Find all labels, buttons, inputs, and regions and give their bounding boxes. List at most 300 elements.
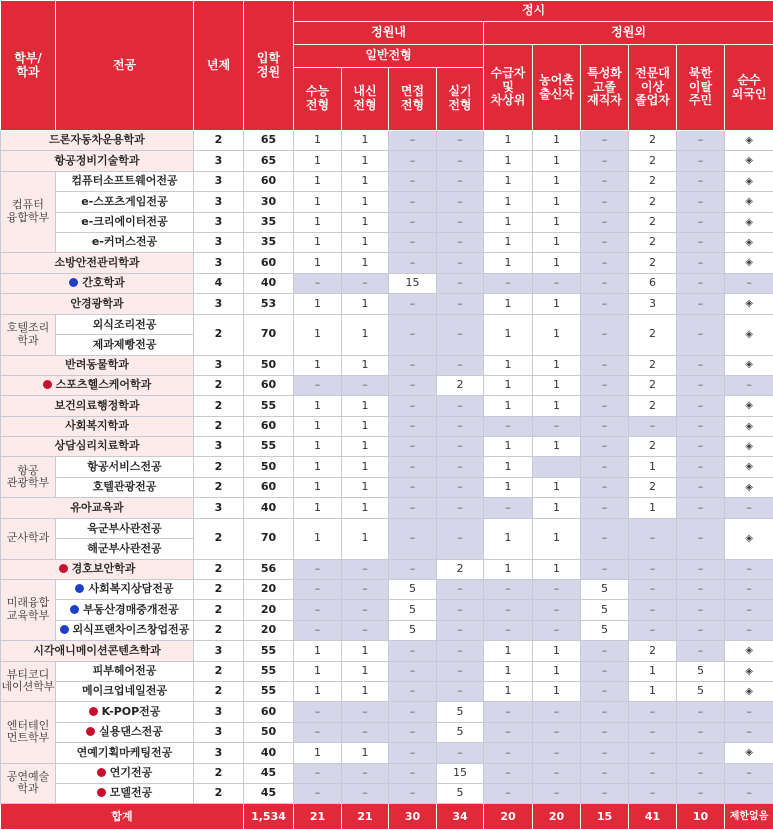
value-cell: ◈ xyxy=(725,131,773,151)
quota-cell: 20 xyxy=(244,580,294,600)
header-foreigner: 순수 외국인 xyxy=(725,45,773,131)
major-cell xyxy=(1,375,194,395)
value-cell: 5 xyxy=(437,783,484,803)
value-cell: – xyxy=(389,477,437,497)
table-row xyxy=(1,498,773,518)
years-cell: 3 xyxy=(194,212,244,232)
quota-cell: 50 xyxy=(244,722,294,742)
years-cell: 2 xyxy=(194,396,244,416)
value-cell: – xyxy=(342,600,389,620)
major-label: 보건의료행정학과 xyxy=(54,399,139,412)
value-cell: – xyxy=(389,457,437,477)
years-cell: 3 xyxy=(194,253,244,273)
quota-cell: 35 xyxy=(244,232,294,252)
value-cell: 1 xyxy=(342,477,389,497)
value-cell: – xyxy=(389,559,437,579)
value-cell: – xyxy=(629,743,677,763)
major-label: K-POP전공 xyxy=(102,705,161,718)
major-cell xyxy=(1,641,194,661)
years-cell: 2 xyxy=(194,477,244,497)
table-row xyxy=(1,580,773,600)
value-cell: – xyxy=(294,620,342,640)
value-cell: ◈ xyxy=(725,477,773,497)
value-cell: – xyxy=(581,151,629,171)
value-cell: – xyxy=(581,661,629,681)
blue-dot-icon xyxy=(75,584,84,593)
value-cell: – xyxy=(725,559,773,579)
value-cell xyxy=(533,457,581,477)
value-cell: 1 xyxy=(294,294,342,314)
dept-cell: 미래융합 교육학부 xyxy=(1,580,56,641)
major-cell xyxy=(56,192,194,212)
value-cell: 1 xyxy=(294,171,342,191)
value-cell: ◈ xyxy=(725,416,773,436)
years-cell: 3 xyxy=(194,498,244,518)
value-cell: 1 xyxy=(484,681,533,701)
table-row xyxy=(1,559,773,579)
value-cell: ◈ xyxy=(725,253,773,273)
value-cell: 1 xyxy=(484,151,533,171)
value-cell: – xyxy=(581,743,629,763)
value-cell: – xyxy=(677,477,725,497)
value-cell: 1 xyxy=(533,641,581,661)
value-cell: 1 xyxy=(342,661,389,681)
value-cell: – xyxy=(342,375,389,395)
value-cell: – xyxy=(581,559,629,579)
value-cell: 1 xyxy=(533,294,581,314)
years-cell: 2 xyxy=(194,559,244,579)
value-cell: – xyxy=(581,212,629,232)
major-label: 스포츠헬스케어학과 xyxy=(56,378,152,391)
major-cell xyxy=(1,396,194,416)
quota-cell: 56 xyxy=(244,559,294,579)
major-label: 경호보안학과 xyxy=(72,562,136,575)
major-label: 안경광학과 xyxy=(70,297,123,310)
value-cell: – xyxy=(484,600,533,620)
table-row xyxy=(1,192,773,212)
value-cell: – xyxy=(677,253,725,273)
major-cell xyxy=(56,171,194,191)
major-label: 모델전공 xyxy=(110,786,153,799)
total-csat: 21 xyxy=(294,804,342,830)
value-cell: – xyxy=(629,722,677,742)
header-quota: 입학 정원 xyxy=(244,1,294,131)
years-cell: 2 xyxy=(194,518,244,559)
years-cell: 3 xyxy=(194,151,244,171)
total-basic-living: 20 xyxy=(484,804,533,830)
value-cell: – xyxy=(581,457,629,477)
total-rural: 20 xyxy=(533,804,581,830)
value-cell: 1 xyxy=(484,437,533,457)
value-cell: – xyxy=(581,396,629,416)
table-row xyxy=(1,763,773,783)
value-cell: – xyxy=(437,192,484,212)
value-cell: – xyxy=(677,783,725,803)
value-cell: – xyxy=(677,375,725,395)
value-cell: 1 xyxy=(533,661,581,681)
value-cell: – xyxy=(342,783,389,803)
value-cell: – xyxy=(342,763,389,783)
table-row xyxy=(1,131,773,151)
quota-cell: 65 xyxy=(244,151,294,171)
major-label: 호텔관광전공 xyxy=(93,480,157,493)
major-label: 외식조리전공 xyxy=(56,315,193,335)
major-label: 제과제빵전공 xyxy=(56,335,193,355)
value-cell: – xyxy=(342,702,389,722)
major-label: 연예기획마케팅전공 xyxy=(77,746,173,759)
major-cell xyxy=(56,518,194,559)
value-cell: – xyxy=(533,783,581,803)
value-cell: – xyxy=(581,763,629,783)
value-cell: ◈ xyxy=(725,151,773,171)
value-cell: 1 xyxy=(484,396,533,416)
value-cell: 1 xyxy=(484,661,533,681)
red-dot-icon xyxy=(97,788,106,797)
table-row xyxy=(1,641,773,661)
value-cell: – xyxy=(437,457,484,477)
value-cell: 1 xyxy=(629,498,677,518)
value-cell: – xyxy=(581,702,629,722)
value-cell: – xyxy=(677,743,725,763)
value-cell: 5 xyxy=(437,702,484,722)
value-cell: – xyxy=(342,722,389,742)
years-cell: 2 xyxy=(194,131,244,151)
table-footer xyxy=(1,804,773,830)
value-cell: – xyxy=(677,580,725,600)
value-cell: – xyxy=(581,783,629,803)
header-years: 년제 xyxy=(194,1,244,131)
value-cell: – xyxy=(725,273,773,293)
table-row xyxy=(1,314,773,355)
value-cell: 1 xyxy=(484,641,533,661)
value-cell: 1 xyxy=(294,416,342,436)
value-cell: 1 xyxy=(533,498,581,518)
dept-cell: 항공 관광학부 xyxy=(1,457,56,498)
value-cell: – xyxy=(342,559,389,579)
value-cell: – xyxy=(437,580,484,600)
value-cell: – xyxy=(581,253,629,273)
value-cell: 2 xyxy=(629,171,677,191)
major-label: 육군부사관전공 xyxy=(56,519,193,539)
quota-cell: 55 xyxy=(244,681,294,701)
header-school-record: 내신 전형 xyxy=(342,68,389,131)
value-cell: 1 xyxy=(342,253,389,273)
quota-cell: 65 xyxy=(244,131,294,151)
major-cell xyxy=(56,212,194,232)
value-cell: 1 xyxy=(342,518,389,559)
value-cell: ◈ xyxy=(725,192,773,212)
major-label: 항공정비기술학과 xyxy=(54,154,139,167)
years-cell: 4 xyxy=(194,273,244,293)
value-cell: 1 xyxy=(484,232,533,252)
value-cell: – xyxy=(389,743,437,763)
header-college-grad: 전문대 이상 졸업자 xyxy=(629,45,677,131)
years-cell: 3 xyxy=(194,702,244,722)
major-label: 상담심리치료학과 xyxy=(54,439,139,452)
value-cell: 1 xyxy=(342,743,389,763)
value-cell: 3 xyxy=(629,294,677,314)
value-cell: 1 xyxy=(342,457,389,477)
table-row xyxy=(1,783,773,803)
value-cell: 5 xyxy=(677,681,725,701)
value-cell: – xyxy=(389,763,437,783)
value-cell: 5 xyxy=(677,661,725,681)
value-cell: – xyxy=(294,783,342,803)
value-cell: – xyxy=(533,702,581,722)
value-cell: – xyxy=(533,600,581,620)
major-label: 피부헤어전공 xyxy=(93,664,157,677)
major-cell xyxy=(56,702,194,722)
value-cell: – xyxy=(677,437,725,457)
value-cell: 1 xyxy=(484,518,533,559)
dept-cell: 호텔조리 학과 xyxy=(1,314,56,355)
dept-cell: 뷰티코디 네이션학부 xyxy=(1,661,56,702)
value-cell: – xyxy=(677,498,725,518)
value-cell: 1 xyxy=(294,743,342,763)
quota-cell: 45 xyxy=(244,763,294,783)
major-label: 부동산경매중개전공 xyxy=(83,603,179,616)
value-cell: 2 xyxy=(629,253,677,273)
major-label: e-스포츠게임전공 xyxy=(81,195,167,208)
quota-cell: 55 xyxy=(244,437,294,457)
header-dept: 학부/ 학과 xyxy=(1,1,56,131)
value-cell: – xyxy=(629,518,677,559)
major-label: 간호학과 xyxy=(82,276,125,289)
value-cell: – xyxy=(294,559,342,579)
table-row xyxy=(1,437,773,457)
value-cell: – xyxy=(484,498,533,518)
header-regular: 정시 xyxy=(294,1,773,22)
value-cell: 2 xyxy=(437,375,484,395)
value-cell: – xyxy=(677,192,725,212)
value-cell: – xyxy=(581,294,629,314)
quota-cell: 55 xyxy=(244,661,294,681)
major-label: 메이크업네일전공 xyxy=(82,684,167,697)
total-defector: 10 xyxy=(677,804,725,830)
value-cell: 2 xyxy=(629,212,677,232)
major-cell xyxy=(56,681,194,701)
years-cell: 3 xyxy=(194,641,244,661)
value-cell: – xyxy=(629,600,677,620)
value-cell: 1 xyxy=(484,314,533,355)
value-cell: – xyxy=(484,763,533,783)
years-cell: 3 xyxy=(194,171,244,191)
value-cell: 1 xyxy=(342,396,389,416)
value-cell: – xyxy=(533,743,581,763)
value-cell: 1 xyxy=(484,212,533,232)
major-cell xyxy=(56,783,194,803)
value-cell: 1 xyxy=(342,416,389,436)
quota-cell: 70 xyxy=(244,314,294,355)
value-cell: 1 xyxy=(342,192,389,212)
table-row xyxy=(1,171,773,191)
major-label: 외식프랜차이즈창업전공 xyxy=(73,623,190,636)
value-cell: 1 xyxy=(294,232,342,252)
value-cell: 1 xyxy=(533,518,581,559)
value-cell: – xyxy=(389,375,437,395)
value-cell: 1 xyxy=(294,661,342,681)
value-cell: 1 xyxy=(533,355,581,375)
years-cell: 3 xyxy=(194,232,244,252)
value-cell: – xyxy=(533,763,581,783)
value-cell: 1 xyxy=(533,151,581,171)
quota-cell: 20 xyxy=(244,620,294,640)
value-cell: 1 xyxy=(533,253,581,273)
major-cell xyxy=(1,253,194,273)
red-dot-icon xyxy=(43,380,52,389)
value-cell: – xyxy=(581,518,629,559)
value-cell: – xyxy=(437,396,484,416)
quota-cell: 20 xyxy=(244,600,294,620)
quota-cell: 50 xyxy=(244,355,294,375)
years-cell: 3 xyxy=(194,437,244,457)
value-cell: – xyxy=(725,763,773,783)
value-cell: – xyxy=(484,273,533,293)
value-cell: – xyxy=(294,763,342,783)
dept-cell: 컴퓨터 융합학부 xyxy=(1,171,56,253)
quota-cell: 60 xyxy=(244,477,294,497)
major-label: 드론자동차운용학과 xyxy=(49,133,145,146)
value-cell: 2 xyxy=(629,151,677,171)
years-cell: 3 xyxy=(194,294,244,314)
value-cell: – xyxy=(677,314,725,355)
value-cell: – xyxy=(389,783,437,803)
quota-cell: 55 xyxy=(244,396,294,416)
header-general: 일반전형 xyxy=(294,45,484,68)
value-cell: – xyxy=(294,273,342,293)
value-cell: 2 xyxy=(629,375,677,395)
value-cell: 1 xyxy=(484,192,533,212)
value-cell: – xyxy=(389,702,437,722)
header-csat: 수능 전형 xyxy=(294,68,342,131)
value-cell: – xyxy=(581,416,629,436)
value-cell: 1 xyxy=(484,477,533,497)
value-cell: – xyxy=(725,580,773,600)
value-cell: – xyxy=(629,580,677,600)
value-cell: 2 xyxy=(629,355,677,375)
table-row xyxy=(1,416,773,436)
table-row xyxy=(1,661,773,681)
value-cell: – xyxy=(437,498,484,518)
value-cell: – xyxy=(677,600,725,620)
value-cell: 1 xyxy=(533,681,581,701)
table-row xyxy=(1,253,773,273)
value-cell: 1 xyxy=(484,171,533,191)
value-cell: 5 xyxy=(389,600,437,620)
quota-cell: 60 xyxy=(244,375,294,395)
value-cell: – xyxy=(484,743,533,763)
value-cell: – xyxy=(533,273,581,293)
value-cell: ◈ xyxy=(725,355,773,375)
value-cell: 1 xyxy=(342,355,389,375)
value-cell: 1 xyxy=(342,314,389,355)
value-cell: – xyxy=(629,620,677,640)
years-cell: 2 xyxy=(194,375,244,395)
value-cell: – xyxy=(389,355,437,375)
value-cell: 1 xyxy=(629,457,677,477)
value-cell: 1 xyxy=(294,457,342,477)
major-cell xyxy=(56,763,194,783)
years-cell: 2 xyxy=(194,763,244,783)
value-cell: – xyxy=(581,314,629,355)
table-row xyxy=(1,273,773,293)
value-cell: – xyxy=(389,661,437,681)
value-cell: – xyxy=(437,294,484,314)
table-row xyxy=(1,396,773,416)
value-cell: 1 xyxy=(294,131,342,151)
red-dot-icon xyxy=(97,768,106,777)
value-cell: 1 xyxy=(533,396,581,416)
value-cell: – xyxy=(437,743,484,763)
table-row xyxy=(1,457,773,477)
value-cell: – xyxy=(581,681,629,701)
value-cell: – xyxy=(389,518,437,559)
value-cell: ◈ xyxy=(725,743,773,763)
value-cell: ◈ xyxy=(725,212,773,232)
total-college-grad: 41 xyxy=(629,804,677,830)
header-interview: 면접 전형 xyxy=(389,68,437,131)
value-cell: 1 xyxy=(533,375,581,395)
value-cell: ◈ xyxy=(725,232,773,252)
value-cell: – xyxy=(437,437,484,457)
value-cell: 1 xyxy=(342,171,389,191)
dept-cell: 공연예술 학과 xyxy=(1,763,56,804)
major-label: 소방안전관리학과 xyxy=(54,256,139,269)
major-cell xyxy=(56,600,194,620)
value-cell: 1 xyxy=(294,437,342,457)
value-cell: – xyxy=(389,294,437,314)
major-cell xyxy=(56,743,194,763)
value-cell: 1 xyxy=(533,212,581,232)
value-cell: ◈ xyxy=(725,661,773,681)
dept-cell: 군사학과 xyxy=(1,518,56,559)
quota-cell: 55 xyxy=(244,641,294,661)
value-cell: 2 xyxy=(629,314,677,355)
value-cell: 5 xyxy=(581,580,629,600)
value-cell: 1 xyxy=(342,437,389,457)
quota-cell: 53 xyxy=(244,294,294,314)
major-label: 반려동물학과 xyxy=(65,358,129,371)
value-cell: 1 xyxy=(294,151,342,171)
value-cell: – xyxy=(484,580,533,600)
value-cell: 2 xyxy=(629,232,677,252)
value-cell: – xyxy=(677,457,725,477)
header-rural: 농어촌 출신자 xyxy=(533,45,581,131)
red-dot-icon xyxy=(86,727,95,736)
major-label: e-커머스전공 xyxy=(92,235,157,248)
years-cell: 3 xyxy=(194,192,244,212)
value-cell: – xyxy=(437,131,484,151)
value-cell: – xyxy=(389,151,437,171)
value-cell: 1 xyxy=(484,294,533,314)
value-cell: – xyxy=(677,212,725,232)
value-cell: – xyxy=(725,375,773,395)
value-cell: 2 xyxy=(629,437,677,457)
value-cell: – xyxy=(677,641,725,661)
value-cell: 1 xyxy=(294,192,342,212)
major-label: e-크리에이터전공 xyxy=(81,215,167,228)
years-cell: 2 xyxy=(194,416,244,436)
table-header xyxy=(1,1,773,131)
value-cell: 1 xyxy=(294,681,342,701)
value-cell: – xyxy=(437,641,484,661)
value-cell: 1 xyxy=(294,396,342,416)
value-cell: 1 xyxy=(342,212,389,232)
value-cell: ◈ xyxy=(725,457,773,477)
value-cell: – xyxy=(677,396,725,416)
value-cell: – xyxy=(294,702,342,722)
value-cell: 6 xyxy=(629,273,677,293)
